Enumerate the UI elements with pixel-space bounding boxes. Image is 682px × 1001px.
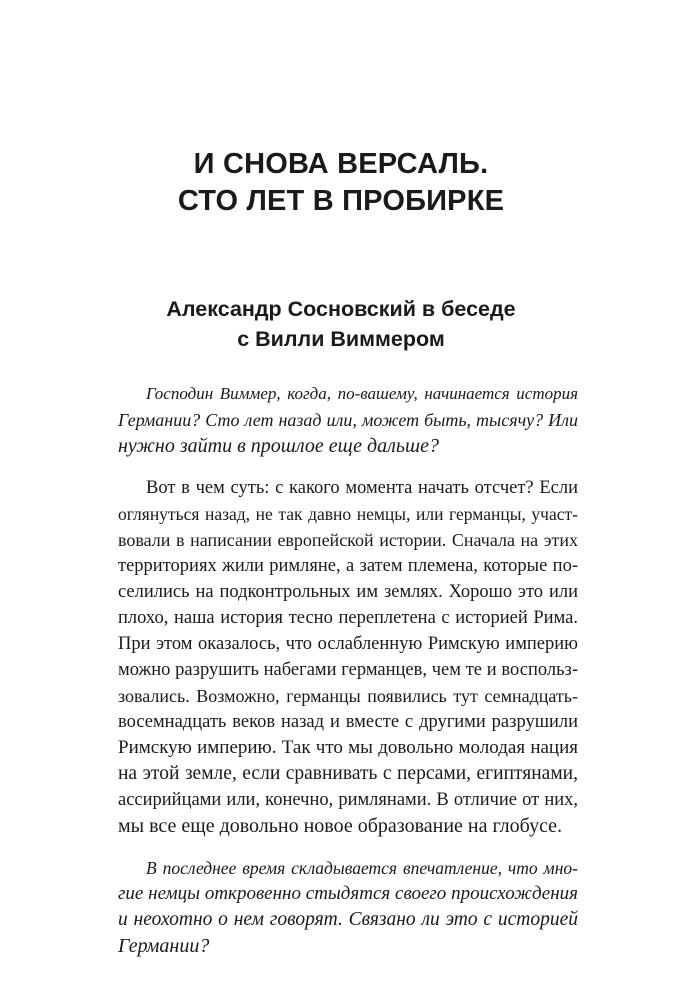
chapter-title-line-1: И СНОВА ВЕРСАЛЬ. [193,148,489,180]
answer-1-line-9: зовались. Возможно, германцы появились тут семнадцать- [118,686,578,706]
answer-1-line-7: При этом оказалось, что ослабленную Римскую империю [118,634,578,654]
question-2-line-4: Германии? [118,935,210,957]
interview-subtitle [0,294,682,354]
answer-1-line-6: плохо, наша история тесно переплетена с историей Рима. [118,608,578,628]
question-2-line-1: В последнее время складывается впечатление, что мно- [146,858,578,878]
chapter-title-line-2: СТО ЛЕТ В ПРОБИРКЕ [177,185,505,217]
subtitle-line-2: с Вилли Виммером [237,327,445,351]
answer-1-line-13: ассирийцами или, конечно, римлянами. В отличие от них, [118,790,578,810]
chapter-title [0,146,682,220]
answer-1-line-2: оглянуться назад, не так давно немцы, или германцы, участ- [118,504,578,524]
answer-1-line-8: можно разрушить набегами германцев, чем те и воспольз- [118,660,578,680]
answer-1-line-5: селились на подконтрольных им землях. Хорошо это или [118,582,578,602]
answer-1-line-1: Вот в чем суть: с какого момента начать отсчет? Если [146,478,578,498]
answer-1-line-12: на этой земле, если сравнивать с персами, египтянами, [118,763,578,784]
question-1-line-1: Господин Виммер, когда, по-вашему, начинается история [146,384,578,403]
answer-1-line-3: вовали в написании европейской истории. Сначала на этих [118,530,578,550]
subtitle-line-1: Александр Сосновский в беседе [166,297,516,321]
answer-1-line-4: территориях жили римляне, а затем племена, которые по- [118,556,578,576]
answer-1-line-10: восемнадцать веков назад и вместе с другими разрушили [118,712,578,732]
answer-1-line-11: Римскую империю. Так что мы довольно молодая нация [118,737,578,758]
question-2-line-2: гие немцы откровенно стыдятся своего происхождения [118,883,578,904]
question-1-line-2: Германии? Сто лет назад или, может быть, тысячу? Или [118,410,578,430]
answer-1-line-14: мы все еще довольно новое образование на глобусе. [118,815,563,837]
question-1-line-3: нужно зайти в прошлое еще дальше? [118,435,439,457]
question-2-line-3: и неохотно о нем говорят. Связано ли это с историей [118,909,578,930]
